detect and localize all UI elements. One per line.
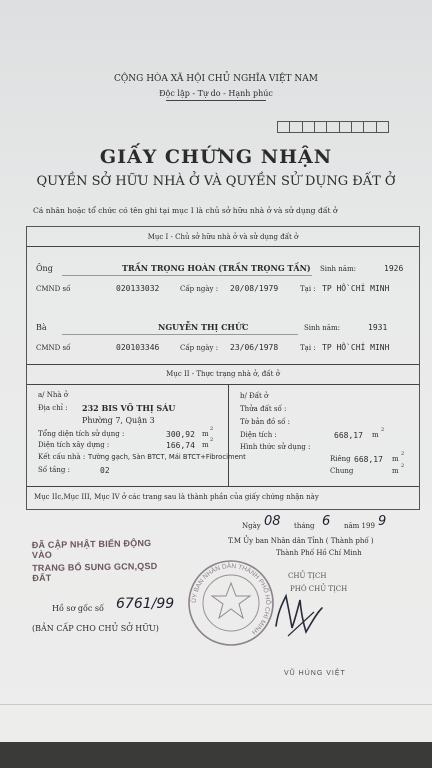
house-label: a/ Nhà ở bbox=[38, 391, 69, 399]
section2-top-divider bbox=[27, 364, 419, 365]
floors-label: Số tầng : bbox=[38, 466, 70, 474]
owner1-id: 020133032 bbox=[116, 284, 160, 293]
shared-label: Chung bbox=[330, 467, 354, 475]
update-stamp bbox=[30, 535, 166, 584]
usage-label: Hình thức sử dụng : bbox=[240, 443, 311, 451]
land-label: b/ Đất ở bbox=[240, 392, 269, 400]
owner1-birth-year: 1926 bbox=[384, 264, 404, 273]
house-address-label: Địa chỉ : bbox=[38, 404, 68, 412]
date-year-digit: 9 bbox=[378, 514, 387, 529]
land-area-unit-sup: 2 bbox=[381, 427, 385, 433]
land-area: 668,17 bbox=[334, 431, 363, 440]
date-month: 6 bbox=[322, 514, 331, 529]
floor-area-label: Tổng diện tích sử dụng : bbox=[38, 430, 125, 438]
seal-ring-text: ỦY BAN NHÂN DÂN THÀNH PHỐ HỒ CHÍ MINH bbox=[190, 562, 272, 636]
floor-area-unit: m bbox=[202, 430, 209, 438]
owner2-name-line bbox=[62, 334, 298, 335]
authority-line1: T.M Ủy ban Nhân dân Tỉnh ( Thành phố ) bbox=[228, 537, 374, 545]
date-day: 08 bbox=[264, 514, 281, 529]
section2-column-divider bbox=[228, 384, 229, 486]
section1-heading: Mục I - Chủ sở hữu nhà ở và sử dụng đất ở bbox=[147, 233, 299, 241]
owner1-issue-label: Cấp ngày : bbox=[180, 285, 219, 293]
private-unit: m bbox=[392, 455, 399, 463]
section2-heading: Mục II - Thực trạng nhà ở, đất ở bbox=[166, 370, 280, 378]
owner1-name-line bbox=[62, 275, 312, 276]
date-month-label: tháng bbox=[294, 522, 315, 530]
signature bbox=[268, 582, 328, 642]
owner2-id-label: CMND số bbox=[36, 344, 71, 352]
build-area: 166,74 bbox=[166, 441, 195, 450]
owner2-issue-label: Cấp ngày : bbox=[180, 344, 219, 352]
section1-divider bbox=[27, 246, 419, 247]
owner2-id: 020103346 bbox=[116, 343, 160, 352]
structure: Tường gạch, Sàn BTCT, Mái BTCT+Fibrociment bbox=[88, 453, 246, 461]
red-seal bbox=[186, 558, 276, 648]
motto-underline bbox=[166, 100, 266, 101]
plot-label: Thửa đất số : bbox=[240, 405, 287, 413]
owner1-prefix: Ông bbox=[36, 264, 53, 273]
file-no-note: (BẢN CẤP CHO CHỦ SỞ HỮU) bbox=[32, 624, 159, 633]
owner1-name: TRẦN TRỌNG HOÀN (TRẦN TRỌNG TẤN) bbox=[122, 263, 311, 273]
build-area-unit-sup: 2 bbox=[210, 437, 214, 443]
floor-area: 300,92 bbox=[166, 430, 195, 439]
owner2-place: TP HỒ CHÍ MINH bbox=[322, 343, 390, 352]
certificate-subtitle: QUYỀN SỞ HỮU NHÀ Ở VÀ QUYỀN SỬ DỤNG ĐẤT Ở bbox=[36, 174, 396, 189]
file-no-label: Hồ sơ gốc số bbox=[52, 604, 104, 613]
private-area: 668,17 bbox=[354, 455, 383, 464]
build-area-label: Diện tích xây dựng : bbox=[38, 441, 110, 449]
owner1-id-label: CMND số bbox=[36, 285, 71, 293]
owner1-issue-date: 20/08/1979 bbox=[230, 284, 279, 293]
land-area-label: Diện tích : bbox=[240, 431, 277, 439]
build-area-unit: m bbox=[202, 441, 209, 449]
date-year-label: năm 199 bbox=[344, 522, 375, 530]
republic-heading: CỘNG HÒA XÃ HỘI CHỦ NGHĨA VIỆT NAM bbox=[114, 74, 318, 84]
owner2-place-label: Tại : bbox=[300, 344, 316, 352]
date-day-label: Ngày bbox=[242, 522, 261, 530]
file-no-value: 6761/99 bbox=[116, 596, 175, 612]
private-unit-sup: 2 bbox=[401, 451, 405, 457]
owner1-place-label: Tại : bbox=[300, 285, 316, 293]
page-fold bbox=[0, 704, 432, 705]
house-ward: Phường 7, Quận 3 bbox=[82, 416, 155, 425]
owner2-birth-label: Sinh năm: bbox=[304, 324, 340, 332]
authority-role2: PHÓ CHỦ TỊCH bbox=[290, 585, 348, 593]
land-area-unit: m bbox=[372, 431, 379, 439]
owner2-name: NGUYỄN THỊ CHỨC bbox=[158, 322, 249, 332]
floors: 02 bbox=[100, 466, 110, 475]
shared-unit: m bbox=[392, 467, 399, 475]
shared-unit-sup: 2 bbox=[401, 463, 405, 469]
private-label: Riêng bbox=[330, 455, 351, 463]
owner1-birth-label: Sinh năm: bbox=[320, 265, 356, 273]
structure-label: Kết cấu nhà : bbox=[38, 453, 86, 461]
owner2-prefix: Bà bbox=[36, 323, 47, 332]
owner1-place: TP HỒ CHÍ MINH bbox=[322, 284, 390, 293]
motto: Độc lập - Tự do - Hạnh phúc bbox=[159, 89, 273, 98]
update-stamp-line1: ĐÃ CẬP NHẬT BIẾN ĐỘNG VÀO bbox=[31, 538, 152, 561]
floor-area-unit-sup: 2 bbox=[210, 426, 214, 432]
footer-note: Mục IIc,Mục III, Mục IV ở các trang sau là thành phần của giấy chứng nhận này bbox=[34, 493, 319, 501]
house-address: 232 BIS VÕ THỊ SÁU bbox=[82, 403, 176, 413]
authority-line2: Thành Phố Hồ Chí Minh bbox=[276, 549, 362, 557]
signer-name: VŨ HÙNG VIỆT bbox=[284, 670, 346, 677]
authority-role1: CHỦ TỊCH bbox=[288, 572, 327, 580]
serial-number-boxes bbox=[277, 121, 389, 133]
section2-bottom-divider bbox=[27, 486, 419, 487]
certificate-title: GIẤY CHỨNG NHẬN bbox=[99, 146, 333, 168]
map-sheet-label: Tờ bản đồ số : bbox=[240, 418, 290, 426]
owner2-birth-year: 1931 bbox=[368, 323, 388, 332]
owner2-issue-date: 23/06/1978 bbox=[230, 343, 279, 352]
intro-text: Cá nhân hoặc tổ chức có tên ghi tại mục I là chủ sở hữu nhà ở và sử dụng đất ở bbox=[33, 206, 338, 215]
update-stamp-line2: TRANG BỔ SUNG GCN,QSD ĐẤT bbox=[32, 560, 158, 584]
section2-divider bbox=[27, 384, 419, 385]
